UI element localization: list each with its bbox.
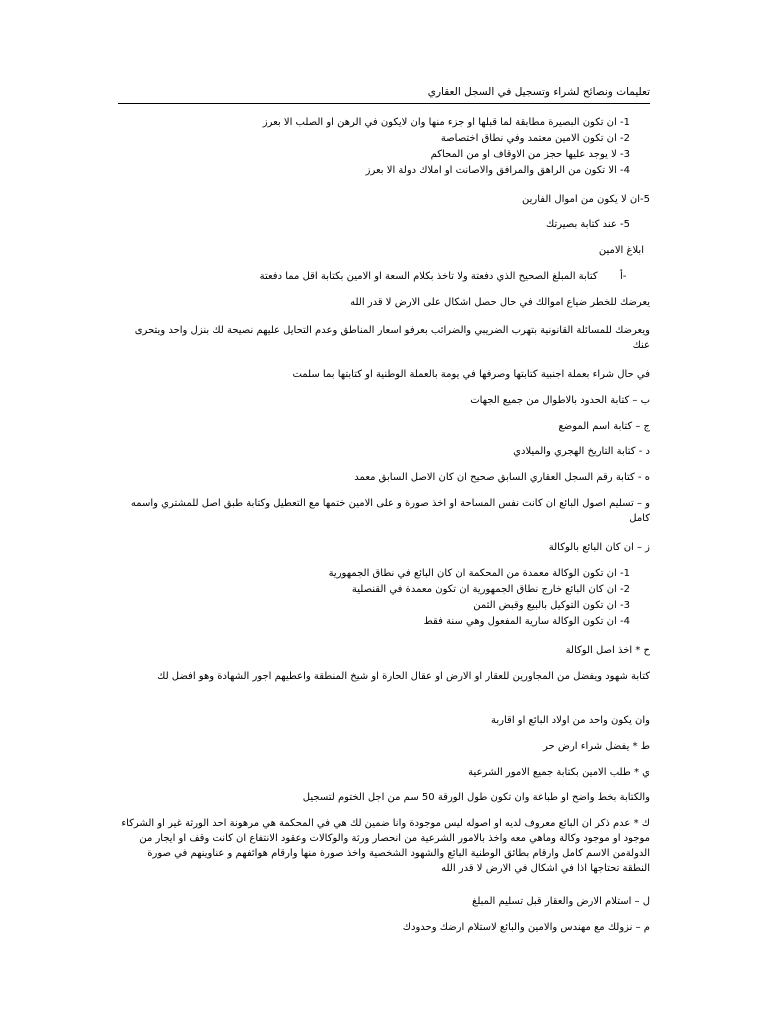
paragraph: والكتابة بخط واضح او طباعة وان تكون طول الورقة 50 سم من اجل الختوم لتسجيل [302, 792, 650, 803]
paragraph: ب – كتابة الحدود بالاطوال من جميع الجهات [470, 395, 650, 406]
list-item-text: لا يوجد عليها حجز من الاوقاف او من المحاكم [430, 149, 617, 160]
list-item-text: ان تكون الامين معتمد وفي نطاق اختصاصة [440, 133, 617, 144]
agency-item [424, 614, 646, 629]
paragraph: ز – ان كان البائع بالوكالة [548, 542, 650, 553]
list-item-text: ان تكون التوكيل بالبيع وقبض الثمن [473, 600, 617, 611]
paragraph: وان يكون واحد من اولاد البائع او اقاربة [491, 715, 650, 726]
paragraph: م – نزولك مع مهندس والامين والبائع لاستلام ارضك وحدودك [402, 922, 650, 933]
condition-item [263, 115, 646, 130]
instruction-item-5 [546, 217, 646, 232]
list-number: -1 [620, 568, 630, 579]
paragraph: ج – كتابة اسم الموضع [558, 421, 650, 432]
paragraph: ل – استلام الارض والعقار قبل تسليم المبلغ [472, 896, 650, 907]
condition-item [366, 163, 646, 178]
list-number: -1 [620, 117, 630, 128]
paragraph: في حال شراء بعملة اجنبية كتابتها وصرفها في يومة بالعملة الوطنية او كتابتها بما سلمت [292, 369, 650, 380]
list-item-text: عند كتابة بصيرتك [546, 219, 617, 230]
list-item-text: ان تكون الوكالة معمدة من المحكمة ان كان البائع في نطاق الجمهورية [328, 568, 617, 579]
condition-item [431, 147, 646, 162]
paragraph: كتابة شهود ويفضل من المجاورين للعقار او الارض او عقال الحارة او شيخ المنطقة واعطيهم اجور الشهادة وهو افضل لك [157, 671, 650, 682]
list-item-text: ان تكون الوكالة سارية المفعول وهي سنة فقط [423, 616, 617, 627]
instruction-alef [260, 269, 646, 284]
paragraph: ط * يفضل شراء ارض حر [542, 741, 650, 752]
list-item-text: كتابة المبلغ الصحيح الذي دفعتة ولا تاخذ بكلام السعة او الامين بكتابة اقل مما دفعتة [259, 271, 598, 282]
condition-item [441, 131, 646, 146]
list-number: -4 [620, 165, 630, 176]
section-heading: ابلاغ الامين [598, 245, 644, 256]
paragraph: ك * عدم ذكر ان البائع معروف لديه او اصوله ليس موجودة وانا ضمين لك هي في المحكمة هي مرهونة احد الورثة غير او الشركاء موجود او موجود وكالة وماهي معه واخذ بالامور الشرعية من انحصار ورثة والوكالات وعقود الانتفاع ان كانت وقف او ايجار من الدولةمن الاسم كامل وارقام بطائق الوطنية البائع والشهود الشخصية واخذ صورة منها وارقام هوائفهم و عناوينهم في صورة النطقة تحتاجها اذا في اشكال في الارض لا قدر الله [121, 818, 650, 874]
list-number: -4 [620, 616, 630, 627]
list-item-text: الا تكون من الراهق والمرافق والاصانت او املاك دولة الا بعرز [365, 165, 617, 176]
paragraph: ي * طلب الامين بكتابة جميع الامور الشرعية [468, 767, 650, 778]
paragraph: ح * اخذ اصل الوكالة [565, 645, 650, 656]
list-item-text: ان تكون البصيرة مطابقة لما قبلها او جزء منها وان لايكون في الرهن او الصلب الا بعرز [262, 117, 617, 128]
list-number: -2 [620, 133, 630, 144]
agency-item [473, 598, 646, 613]
paragraph: د - كتابة التاريخ الهجري والميلادي [513, 446, 650, 457]
list-letter: أ- [620, 271, 627, 282]
agency-item [329, 566, 646, 581]
paragraph: و – تسليم اصول البائع ان كانت نفس المساحة او اخذ صورة و على الامين ختمها مع التعطيل وكتابة طبق اصل للمشتري واسمه كامل [130, 498, 650, 524]
list-number: -3 [620, 149, 630, 160]
list-number: -5 [620, 219, 630, 230]
list-number: -2 [620, 584, 630, 595]
paragraph: ويعرضك للمسائلة القانونية بتهرب الضريبي والضرائب بعرفو اسعار المناطق وعدم التحايل عليهم نصيحة لك بنزل واحد ويتحرى عنك [134, 325, 650, 351]
condition-item-5: 5-ان لا يكون من اموال الفارين [522, 194, 650, 205]
list-item-text: ان كان البائع خارج نطاق الجمهورية ان تكون معمدة في القنصلية [351, 584, 617, 595]
paragraph: ه - كتابة رقم السجل العقاري السابق صحيح ان كان الاصل السابق معمد [354, 472, 650, 483]
list-number: -3 [620, 600, 630, 611]
agency-item [352, 582, 646, 597]
page-header-title: تعليمات ونصائح لشراء وتسجيل في السجل العقاري [427, 86, 650, 98]
paragraph: يعرضك للخطر ضياع اموالك في حال حصل اشكال على الارض لا قدر الله [350, 297, 650, 308]
header-divider [118, 103, 650, 104]
